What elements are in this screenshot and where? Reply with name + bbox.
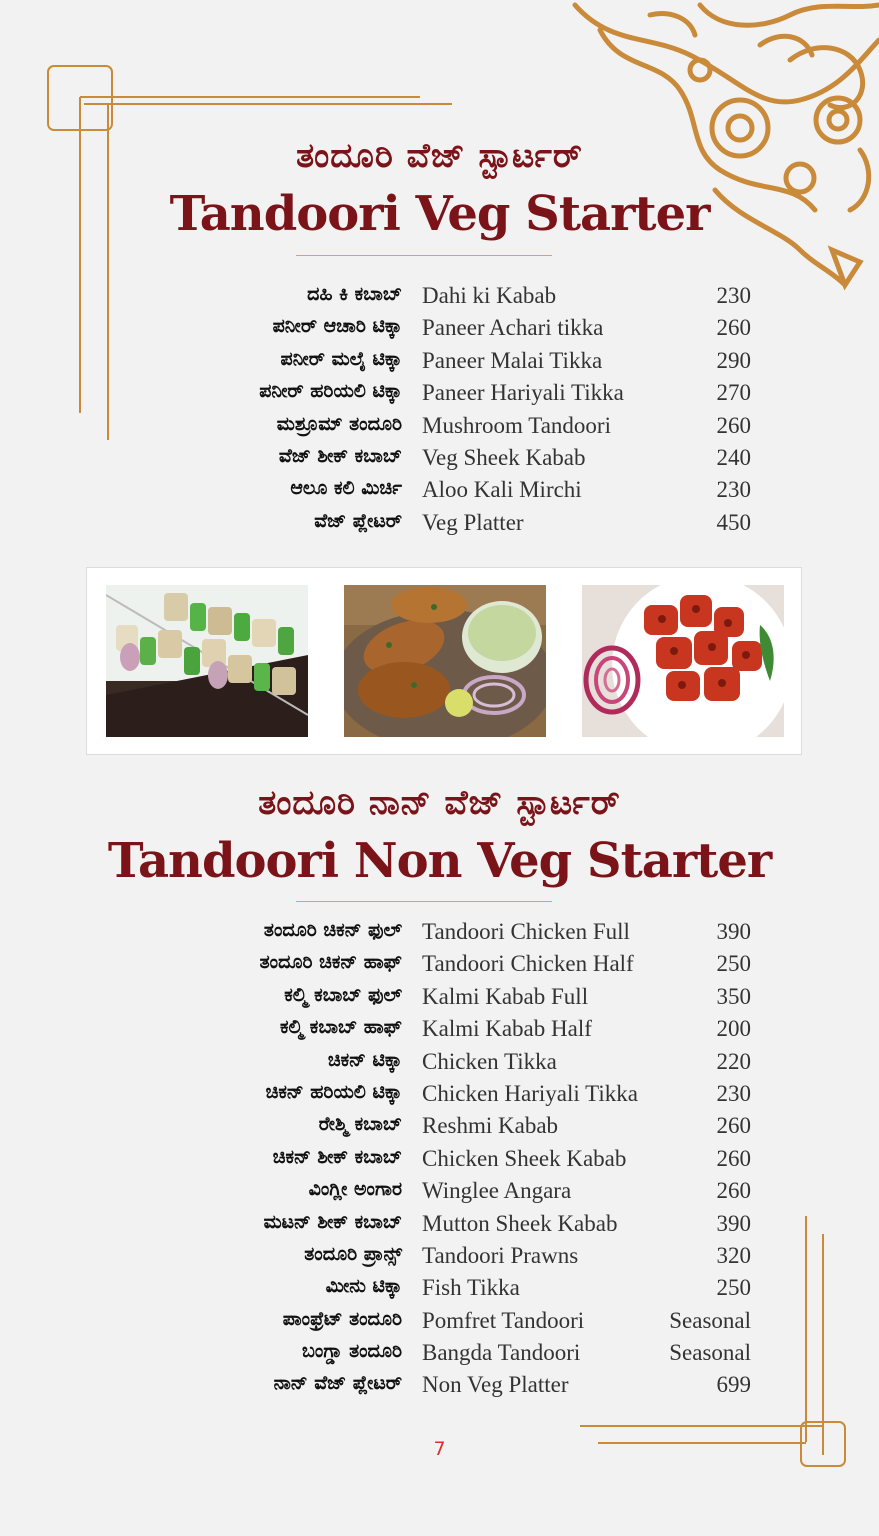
menu-item — [0, 348, 879, 380]
item-name-kannada: ವೆಜ್ ಪ್ಲೇಟರ್ — [314, 509, 402, 532]
item-name-english: Paneer Achari tikka — [422, 315, 604, 341]
item-name-english: Winglee Angara — [422, 1178, 572, 1204]
item-name-kannada: ಚಿಕನ್ ಟಿಕ್ಕಾ — [327, 1048, 402, 1071]
item-price: 290 — [716, 347, 751, 373]
menu-item — [0, 380, 879, 412]
item-name-kannada: ವೆಜ್ ಶೀಕ್ ಕಬಾಬ್ — [278, 444, 402, 467]
item-name-english: Mutton Sheek Kabab — [422, 1210, 618, 1236]
item-name-english: Fish Tikka — [422, 1275, 520, 1301]
item-name-kannada: ಕಲ್ಮಿ ಕಬಾಬ್ ಫುಲ್ — [284, 983, 402, 1006]
item-price: Seasonal — [669, 1340, 751, 1366]
item-price: 230 — [716, 283, 751, 308]
item-price: 390 — [716, 919, 751, 944]
item-name-kannada: ಪಾಂಫ್ರೆಟ್ ತಂದೂರಿ — [282, 1307, 402, 1330]
veg-section-title-english: Tandoori Veg Starter — [169, 186, 710, 242]
veg-section-title-kannada: ತಂದೂರಿ ವೆಜ್ ಸ್ಟಾರ್ಟರ್ — [296, 136, 583, 176]
item-price: 260 — [716, 1113, 751, 1139]
menu-item — [0, 413, 879, 445]
item-name-english: Reshmi Kabab — [422, 1113, 559, 1139]
item-name-english: Tandoori Chicken Full — [422, 919, 630, 944]
item-name-english: Kalmi Kabab Half — [422, 1016, 592, 1042]
item-name-kannada: ಚಿಕನ್ ಹರಿಯಲಿ ಟಿಕ್ಕಾ — [265, 1080, 402, 1103]
item-name-kannada: ತಂದೂರಿ ಪ್ರಾನ್ಸ್ — [304, 1242, 402, 1265]
menu-item — [0, 445, 879, 477]
item-price: 699 — [716, 1372, 751, 1398]
item-name-english: Chicken Sheek Kabab — [422, 1145, 627, 1171]
item-name-english: Bangda Tandoori — [422, 1340, 581, 1366]
item-name-kannada: ತಂದೂರಿ ಚಿಕನ್ ಹಾಫ್ — [259, 951, 402, 974]
menu-item — [0, 1146, 879, 1178]
menu-item — [0, 1275, 879, 1307]
menu-item — [0, 1243, 879, 1275]
menu-item — [0, 1049, 879, 1081]
item-price: 200 — [716, 1016, 751, 1042]
item-price: 320 — [716, 1242, 751, 1268]
menu-item — [0, 1081, 879, 1113]
item-name-kannada: ರೇಶ್ಮಿ ಕಬಾಬ್ — [318, 1113, 402, 1136]
menu-item — [0, 510, 879, 542]
item-name-english: Veg Sheek Kabab — [422, 444, 586, 470]
item-name-english: Tandoori Chicken Half — [422, 951, 634, 977]
item-name-kannada: ವಿಂಗ್ಲೀ ಅಂಗಾರ — [308, 1178, 402, 1201]
nonveg-section-title-kannada: ತಂದೂರಿ ನಾನ್ ವೆಜ್ ಸ್ಟಾರ್ಟರ್ — [258, 783, 621, 823]
menu-item — [0, 1178, 879, 1210]
nonveg-menu-list — [0, 919, 879, 1405]
item-name-kannada: ಮೀನು ಟಿಕ್ಕಾ — [325, 1275, 402, 1298]
item-price: 260 — [716, 315, 751, 341]
paneer-tikka-skewers-photo — [106, 585, 308, 737]
item-name-kannada: ಆಲೂ ಕಲಿ ಮಿರ್ಚಿ — [290, 477, 402, 500]
item-name-english: Kalmi Kabab Full — [422, 983, 589, 1009]
item-name-english: Chicken Tikka — [422, 1048, 557, 1074]
item-name-kannada: ತಂದೂರಿ ಚಿಕನ್ ಫುಲ್ — [263, 919, 402, 941]
food-photo-strip — [86, 567, 802, 755]
menu-item — [0, 1340, 879, 1372]
menu-item — [0, 951, 879, 983]
item-name-kannada: ದಹಿ ಕಿ ಕಬಾಬ್ — [307, 283, 402, 305]
nonveg-title-divider — [296, 901, 552, 902]
item-price: 350 — [716, 983, 751, 1009]
corner-square-top-left — [48, 66, 112, 130]
item-price: 250 — [716, 1275, 751, 1301]
item-name-kannada: ಬಂಗ್ಡಾ ತಂದೂರಿ — [302, 1340, 402, 1363]
item-price: Seasonal — [669, 1307, 751, 1333]
page-number: 7 — [433, 1438, 446, 1460]
menu-item — [0, 1372, 879, 1404]
item-name-english: Pomfret Tandoori — [422, 1307, 585, 1333]
item-name-english: Non Veg Platter — [422, 1372, 569, 1398]
menu-item — [0, 984, 879, 1016]
item-name-kannada: ನಾನ್ ವೆಜ್ ಪ್ಲೇಟರ್ — [273, 1372, 402, 1395]
item-price: 220 — [716, 1048, 751, 1074]
item-name-english: Tandoori Prawns — [422, 1242, 579, 1268]
item-name-kannada: ಮಟನ್ ಶೀಕ್ ಕಬಾಬ್ — [263, 1210, 402, 1233]
item-name-english: Paneer Hariyali Tikka — [422, 380, 624, 406]
item-name-kannada: ಪನೀರ್ ಮಲೈ ಟಿಕ್ಕಾ — [280, 347, 402, 370]
tandoori-chicken-with-chutney-photo — [344, 585, 546, 737]
item-name-english: Dahi ki Kabab — [422, 283, 557, 308]
item-name-kannada: ಪನೀರ್ ಆಚಾರಿ ಟಿಕ್ಕಾ — [272, 315, 402, 338]
item-price: 270 — [716, 380, 751, 406]
item-price: 390 — [716, 1210, 751, 1236]
menu-item — [0, 477, 879, 509]
item-name-kannada: ಚಿಕನ್ ಶೀಕ್ ಕಬಾಬ್ — [272, 1145, 402, 1168]
item-name-english: Paneer Malai Tikka — [422, 347, 603, 373]
item-price: 240 — [716, 444, 751, 470]
item-price: 260 — [716, 1145, 751, 1171]
menu-item — [0, 1211, 879, 1243]
item-name-kannada: ಕಲ್ಮಿ ಕಬಾಬ್ ಹಾಫ್ — [279, 1016, 402, 1039]
item-price: 260 — [716, 412, 751, 438]
menu-item — [0, 283, 879, 315]
nonveg-section-title-english: Tandoori Non Veg Starter — [107, 833, 772, 889]
item-price: 230 — [716, 1080, 751, 1106]
veg-title-divider — [296, 255, 552, 256]
menu-item — [0, 315, 879, 347]
item-name-kannada: ಪನೀರ್ ಹರಿಯಲಿ ಟಿಕ್ಕಾ — [259, 380, 402, 403]
item-name-english: Veg Platter — [422, 509, 524, 535]
item-name-english: Mushroom Tandoori — [422, 412, 611, 438]
item-price: 250 — [716, 951, 751, 977]
item-price: 260 — [716, 1178, 751, 1204]
chicken-tikka-plate-photo — [582, 585, 784, 737]
menu-item — [0, 1113, 879, 1145]
menu-item — [0, 919, 879, 951]
item-name-english: Aloo Kali Mirchi — [422, 477, 582, 503]
item-name-english: Chicken Hariyali Tikka — [422, 1080, 638, 1106]
item-price: 230 — [716, 477, 751, 503]
veg-menu-list — [0, 283, 879, 542]
menu-item — [0, 1016, 879, 1048]
item-name-kannada: ಮಶ್ರೂಮ್ ತಂದೂರಿ — [276, 412, 402, 435]
item-price: 450 — [716, 509, 751, 535]
menu-item — [0, 1308, 879, 1340]
